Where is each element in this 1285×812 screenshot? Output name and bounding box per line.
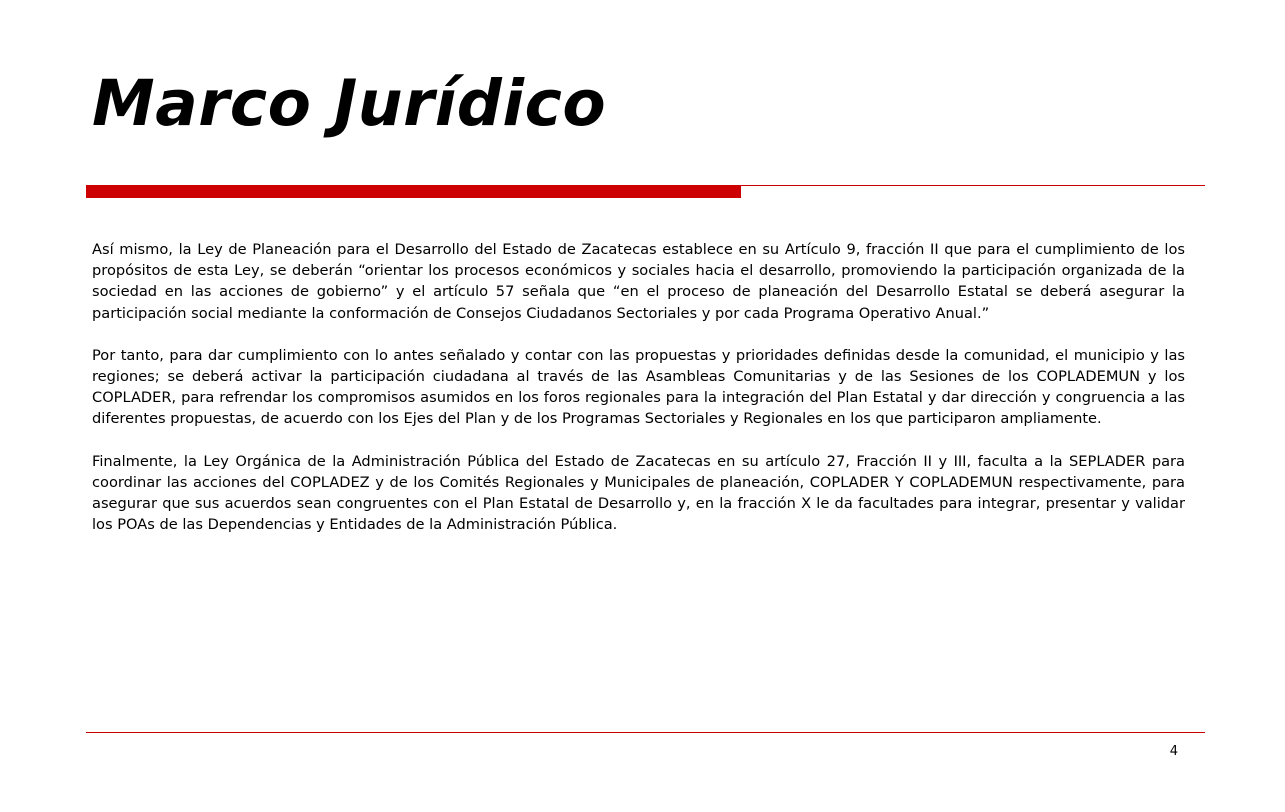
paragraph-ley-organica: Finalmente, la Ley Orgánica de la Administración Pública del Estado de Zacatecas en su artículo 27, Fracción II y III, faculta a la SEPLADER para coordinar las acciones del COPLADEZ y de los Comités Regionales y Municipales de planeación, COPLADER Y COPLADEMUN respectivamente, para asegurar que sus acuerdos sean congruentes con el Plan Estatal de Desarrollo y, en la fracción X le da facultades para integrar, presentar y validar los POAs de las Dependencias y Entidades de la Administración Pública.: [92, 452, 1185, 534]
paragraph-cumplimiento: Por tanto, para dar cumplimiento con lo antes señalado y contar con las propuestas y prioridades definidas desde la comunidad, el municipio y las regiones; se deberá activar la participación ciudadana al través de las Asambleas Comunitarias y de las Sesiones de los COPLADEMUN y los COPLADER, para refrendar los compromisos asumidos en los foros regionales para la integración del Plan Estatal y dar dirección y congruencia a las diferentes propuestas, de acuerdo con los Ejes del Plan y de los Programas Sectoriales y Regionales en los que participaron ampliamente.: [92, 346, 1185, 428]
title-underline-thin: [740, 185, 1205, 186]
body-text: [92, 239, 1185, 556]
slide-title: Marco Jurídico: [92, 67, 607, 140]
page-number: 4: [1169, 744, 1178, 759]
paragraph-ley-planeacion: Así mismo, la Ley de Planeación para el Desarrollo del Estado de Zacatecas establece en su Artículo 9, fracción II que para el cumplimiento de los propósitos de esta Ley, se deberán “orientar los procesos económicos y sociales hacia el desarrollo, promoviendo la participación organizada de la sociedad en las acciones de gobierno” y el artículo 57 señala que “en el proceso de planeación del Desarrollo Estatal se deberá asegurar la participación social mediante la conformación de Consejos Ciudadanos Sectoriales y por cada Programa Operativo Anual.”: [92, 241, 1185, 322]
footer-divider: [86, 732, 1205, 733]
title-underline-thick: [86, 185, 741, 198]
